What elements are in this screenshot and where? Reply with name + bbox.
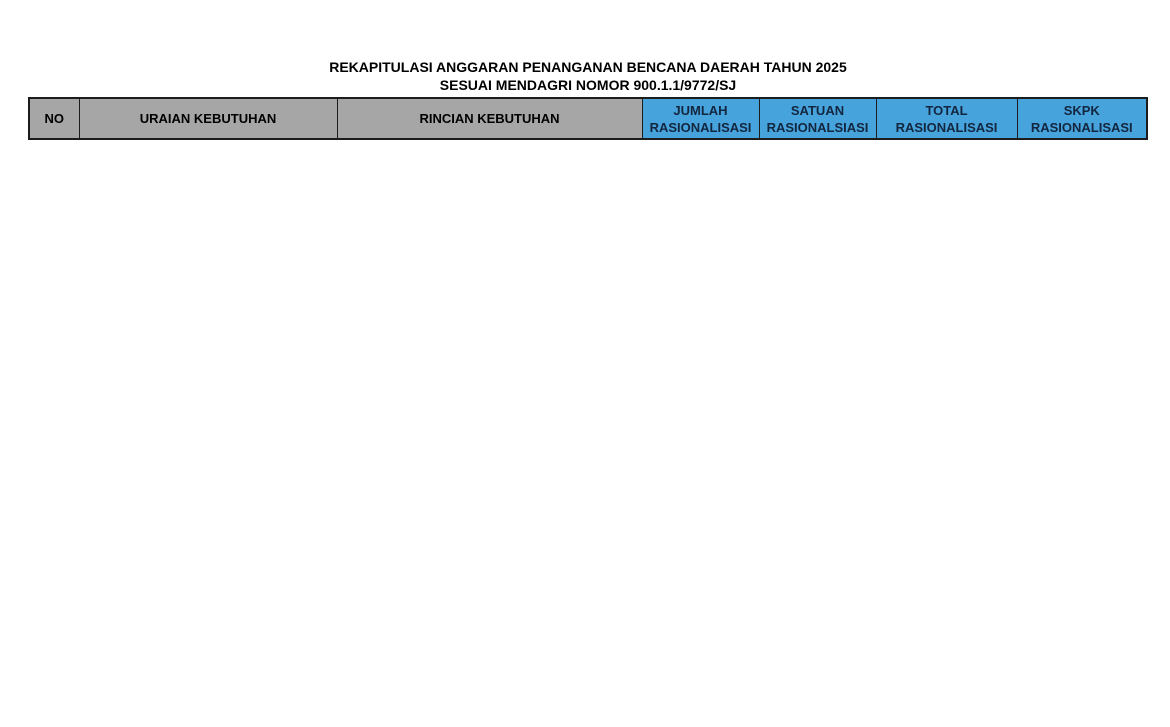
- document-page: [0, 0, 1170, 140]
- column-header-uraian: URAIAN KEBUTUHAN: [79, 98, 337, 139]
- column-header-jumlah: JUMLAH RASIONALISASI: [642, 98, 759, 139]
- recap-table: [28, 97, 1148, 140]
- column-header-total: TOTAL RASIONALISASI: [876, 98, 1017, 139]
- column-header-satuan: SATUAN RASIONALSIASI: [759, 98, 876, 139]
- document-header: [28, 58, 1148, 94]
- document-subtitle: SESUAI MENDAGRI NOMOR 900.1.1/9772/SJ: [439, 77, 737, 93]
- column-header-no: NO: [29, 98, 79, 139]
- column-header-skpk: SKPK RASIONALISASI: [1017, 98, 1147, 139]
- document-title: REKAPITULASI ANGGARAN PENANGANAN BENCANA DAERAH TAHUN 2025: [329, 59, 847, 75]
- header-row: [29, 98, 1147, 139]
- column-header-rincian: RINCIAN KEBUTUHAN: [337, 98, 642, 139]
